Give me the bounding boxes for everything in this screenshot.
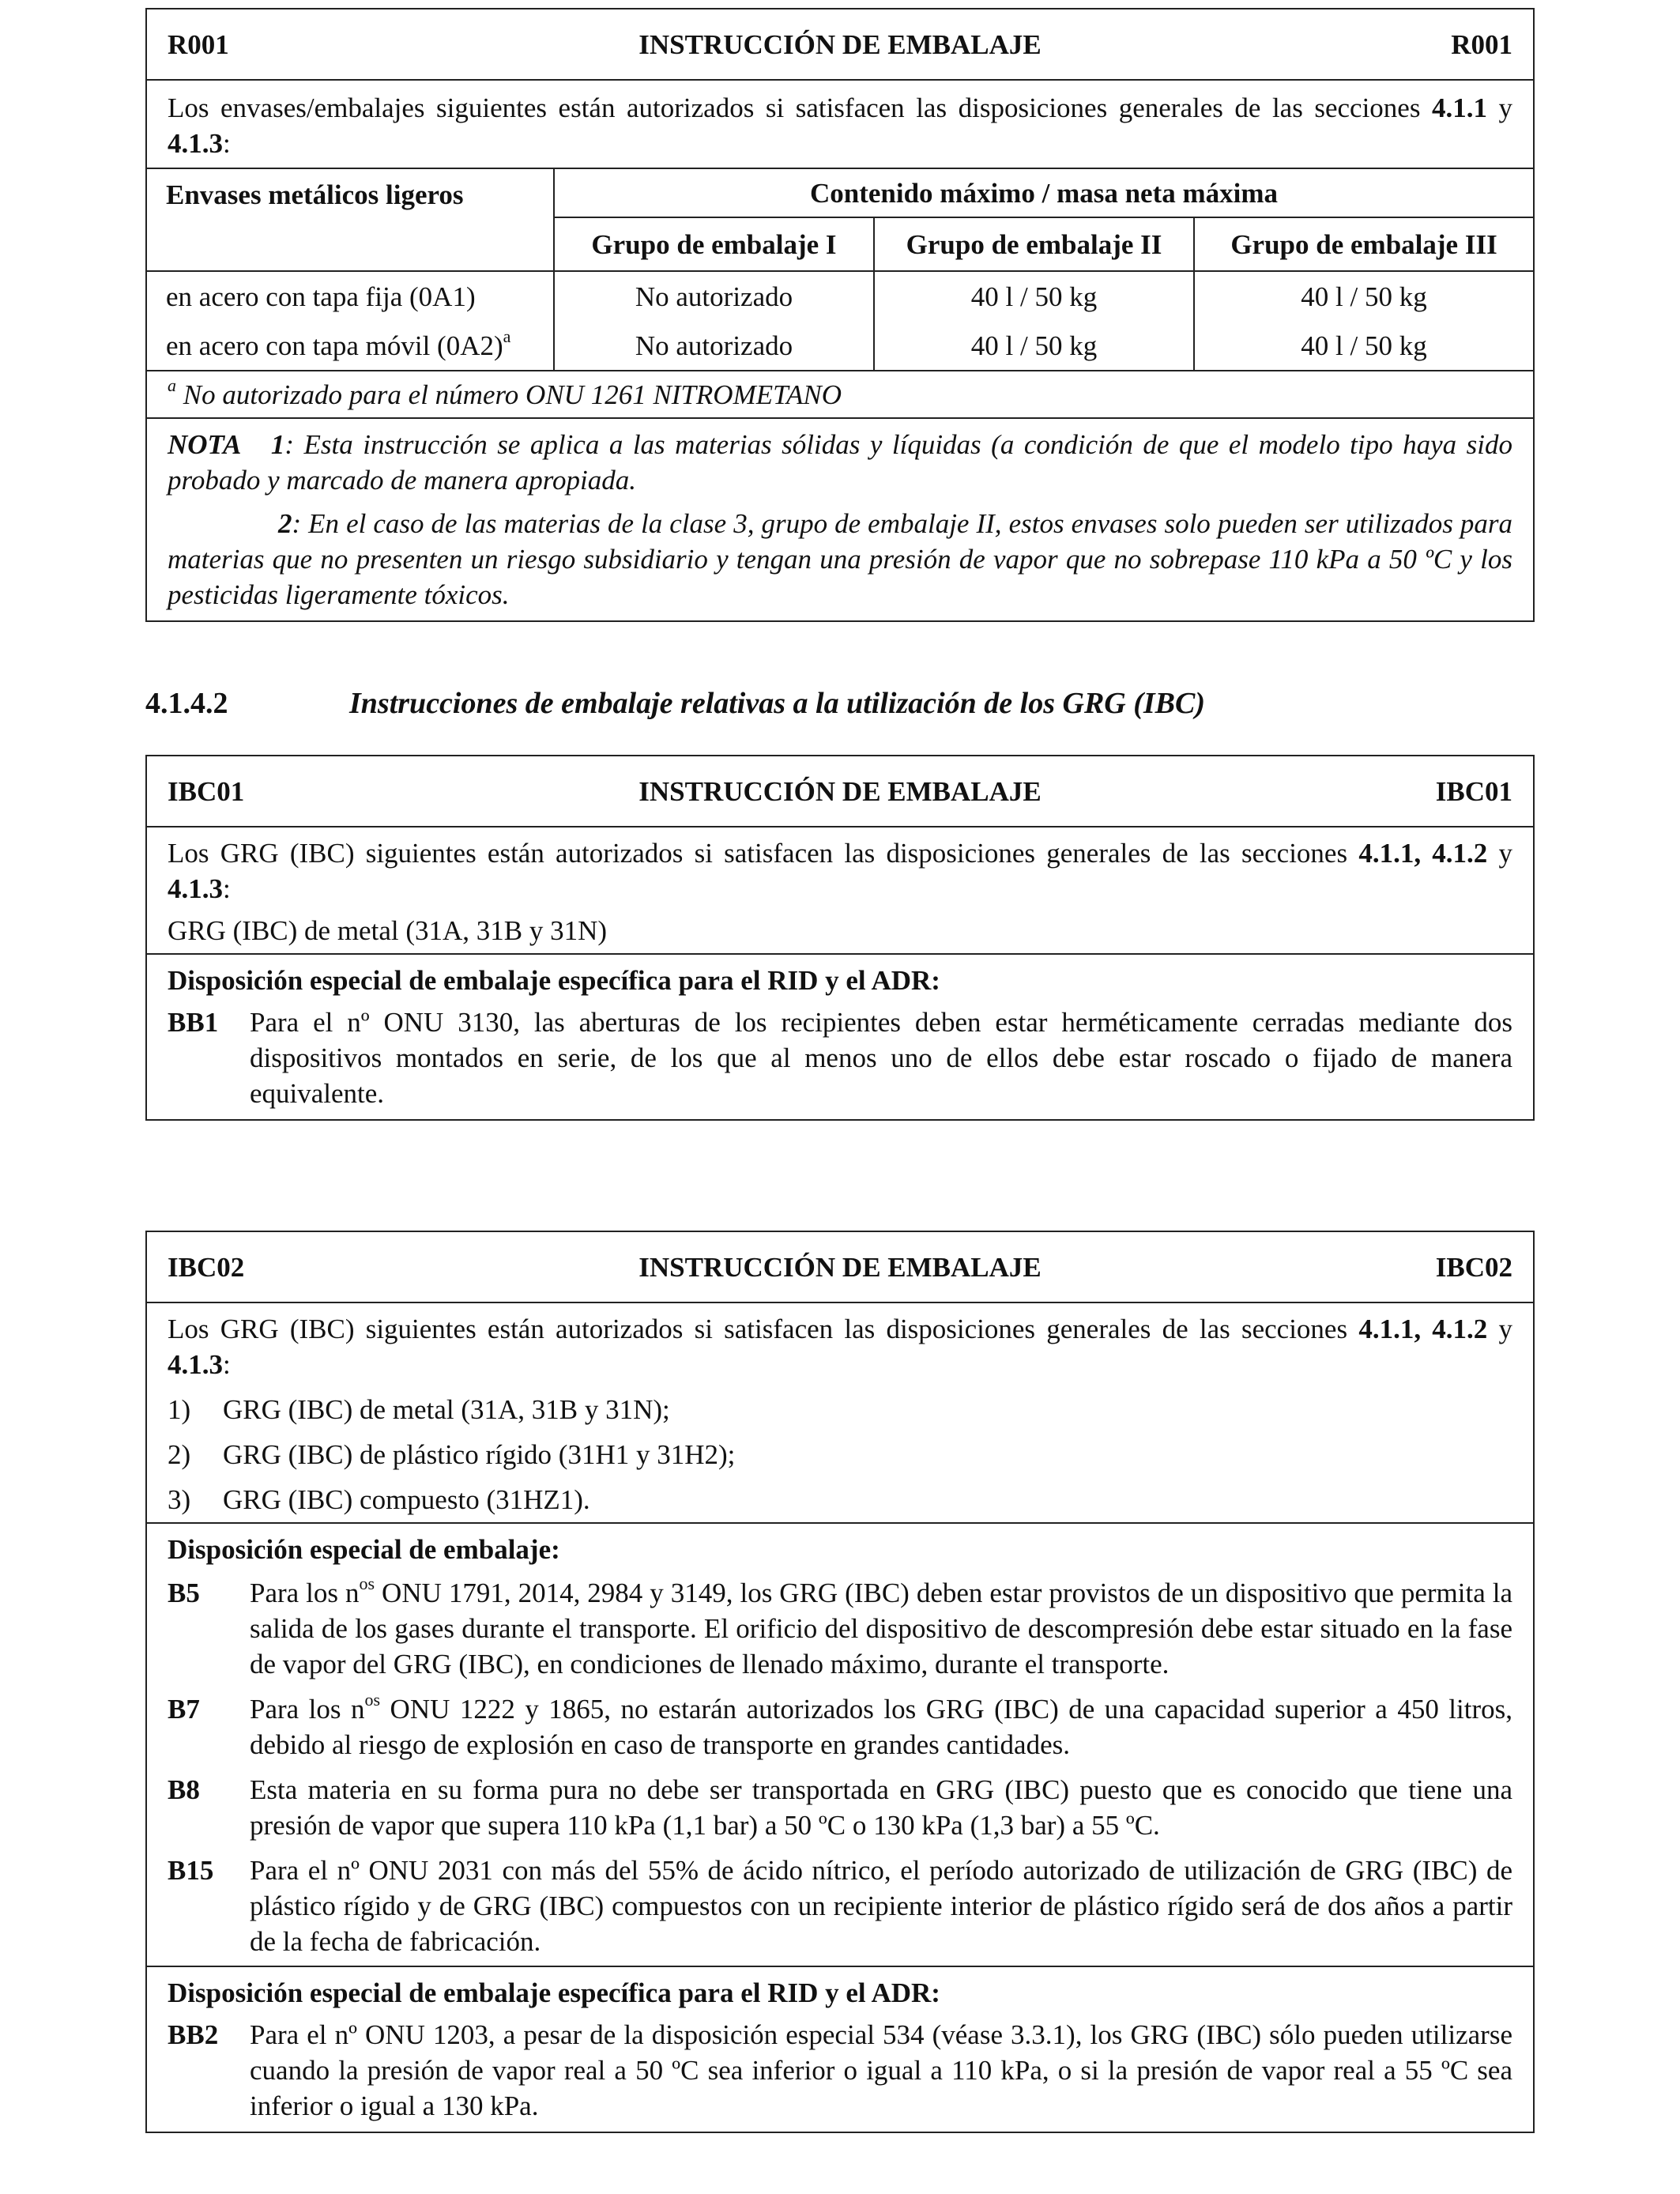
table-span-header: Contenido máximo / masa neta máxima [554, 169, 1533, 217]
provision-code: B5 [168, 1578, 200, 1608]
provision-code: B8 [168, 1774, 200, 1805]
r001-intro-colon: : [223, 128, 231, 159]
ibc01-title: INSTRUCCIÓN DE EMBALAJE [638, 775, 1042, 807]
table-cell: 40 l / 50 kg [874, 321, 1194, 370]
intro-ref: 4.1.3 [168, 873, 223, 904]
ibc02-code-right: IBC02 [1435, 1251, 1512, 1283]
section-title: Instrucciones de embalaje relativas a la utilización de los GRG (IBC) [349, 687, 1206, 720]
provision-text: Para los $n^{os}$ ONU 1791, 2014, 2984 y 3149, los GRG (IBC) deben estar provistos de un dispositivo que permita la salida de los gases durante el transporte. El orificio del dispositivo de descompresión debe estar situado en la fase de vapor del GRG (IBC), en condiciones de llenado máximo, durante el transporte. [250, 1574, 1512, 1679]
intro-ref: 4.1.2 [1432, 838, 1488, 869]
table-group-header: Grupo de embalaje III [1194, 217, 1533, 271]
note-text: : En el caso de las materias de la clase 3, grupo de embalaje II, estos envases solo pueden ser utilizados para materias que no presenten un riesgo subsidiario y tengan una presión de vapor que no sobrepase 110 kPa a 50 ºC y los pesticidas ligeramente tóxicos. [168, 508, 1512, 610]
r001-capacity-table-wrap [147, 169, 1533, 371]
section-heading [145, 686, 1205, 722]
provision-text: Para el nº ONU 2031 con más del 55% de ácido nítrico, el período autorizado de utilización de GRG (IBC) de plástico rígido y de GRG (IBC) compuestos con un recipiente interior de plástico rígido será de dos años a partir de la fecha de fabricación. [250, 1855, 1512, 1957]
r001-title: INSTRUCCIÓN DE EMBALAJE [638, 28, 1042, 60]
table-row-label: en acero con tapa fija (0A1) [147, 271, 554, 321]
ibc01-intro [147, 827, 1533, 955]
table-group-header: Grupo de embalaje II [874, 217, 1194, 271]
footnote-text: No autorizado para el número ONU 1261 NITROMETANO [176, 379, 842, 410]
note-2 [168, 506, 1512, 613]
ibc02-instruction-box [145, 1231, 1535, 2133]
provision-item [168, 1772, 1512, 1843]
provision-item [168, 1005, 1512, 1111]
note-1 [168, 427, 1512, 498]
r001-intro-text: Los envases/embalajes siguientes están autorizados si satisfacen las disposiciones generales de las secciones [168, 92, 1432, 123]
table-cell: 40 l / 50 kg [1194, 271, 1533, 321]
provision-text: Para los $n^{os}$ ONU 1222 y 1865, no estarán autorizados los GRG (IBC) de una capacidad superior a 450 litros, debido al riesgo de explosión en caso de transporte en grandes cantidades. [250, 1690, 1512, 1760]
intro-colon: : [223, 873, 231, 904]
ibc01-header [147, 756, 1533, 827]
table-cell: 40 l / 50 kg [1194, 321, 1533, 370]
special-heading: Disposición especial de embalaje específica para el RID y el ADR: [168, 965, 940, 996]
ibc02-special-provisions [147, 1524, 1533, 1967]
table-cell: No autorizado [554, 321, 874, 370]
ibc02-rid-adr-provisions [147, 1967, 1533, 2132]
table-group-header: Grupo de embalaje I [554, 217, 874, 271]
list-item: 3) GRG (IBC) compuesto (31HZ1). [168, 1484, 590, 1515]
provision-item [168, 1691, 1512, 1762]
provision-code: B7 [168, 1694, 200, 1725]
table-cell: 40 l / 50 kg [874, 271, 1194, 321]
provision-item [168, 1575, 1512, 1682]
r001-instruction-box [145, 8, 1535, 622]
r001-header [147, 9, 1533, 81]
provision-code: BB1 [168, 1007, 219, 1038]
ibc01-code-left: IBC01 [168, 775, 245, 807]
provision-text: Esta materia en su forma pura no debe ser transportada en GRG (IBC) puesto que es conocido que tiene una presión de vapor que supera 110 kPa (1,1 bar) a 50 ºC o 130 kPa (1,3 bar) a 55 ºC. [250, 1774, 1512, 1841]
intro-ref: 4.1.2 [1432, 1314, 1488, 1344]
ibc01-instruction-box [145, 755, 1535, 1121]
provision-item [168, 1853, 1512, 1959]
note-label: NOTA [168, 429, 242, 460]
intro-ref: 4.1.3 [168, 1349, 223, 1380]
list-item: 1) GRG (IBC) de metal (31A, 31B y 31N); [168, 1394, 670, 1425]
ibc02-intro [147, 1303, 1533, 1524]
note-number: 2 [278, 508, 292, 539]
list-item: 2) GRG (IBC) de plástico rígido (31H1 y 31H2); [168, 1439, 736, 1470]
ibc02-code-left: IBC02 [168, 1251, 245, 1283]
special-heading: Disposición especial de embalaje: [168, 1534, 560, 1565]
intro-text: Los GRG (IBC) siguientes están autorizados si satisfacen las disposiciones generales de las secciones [168, 1314, 1359, 1344]
r001-intro [147, 81, 1533, 169]
footnote-mark: a [168, 375, 176, 395]
intro-and: y [1487, 838, 1512, 869]
r001-intro-ref2: 4.1.3 [168, 128, 223, 159]
ibc01-code-right: IBC01 [1435, 775, 1512, 807]
provision-text: Para el nº ONU 3130, las aberturas de los recipientes deben estar herméticamente cerradas mediante dos dispositivos montados en serie, de los que al menos uno de ellos debe estar roscado o fijado de manera equivalente. [250, 1007, 1512, 1109]
r001-footnote [147, 371, 1533, 419]
r001-notes [147, 419, 1533, 620]
special-heading: Disposición especial de embalaje específica para el RID y el ADR: [168, 1977, 940, 2008]
r001-capacity-table [147, 169, 1533, 370]
intro-text: Los GRG (IBC) siguientes están autorizados si satisfacen las disposiciones generales de las secciones [168, 838, 1359, 869]
r001-intro-ref1: 4.1.1 [1431, 92, 1487, 123]
provision-code: BB2 [168, 2019, 219, 2050]
r001-code-left: R001 [168, 28, 229, 60]
footnote-ref: a [503, 326, 511, 346]
intro-and: y [1487, 1314, 1512, 1344]
r001-code-right: R001 [1451, 28, 1512, 60]
intro-colon: : [223, 1349, 231, 1380]
table-cell: No autorizado [554, 271, 874, 321]
ibc02-title: INSTRUCCIÓN DE EMBALAJE [638, 1251, 1042, 1283]
ibc01-special-provisions [147, 955, 1533, 1119]
provision-text: Para el nº ONU 1203, a pesar de la disposición especial 534 (véase 3.3.1), los GRG (IBC) sólo pueden utilizarse cuando la presión de vapor real a 50 ºC sea inferior o igual a 110 kPa, o si la presión de vapor real a 55 ºC sea inferior o igual a 130 kPa. [250, 2019, 1512, 2121]
table-row-label: en acero con tapa móvil $(0A2)^a$ [166, 326, 511, 361]
intro-ref: 4.1.1, [1358, 838, 1422, 869]
note-number: 1 [270, 429, 285, 460]
ibc01-item: GRG (IBC) de metal (31A, 31B y 31N) [168, 915, 608, 946]
intro-ref: 4.1.1, [1358, 1314, 1422, 1344]
note-text: : Esta instrucción se aplica a las materias sólidas y líquidas (a condición de que el modelo tipo haya sido probado y marcado de manera apropiada. [168, 429, 1513, 496]
ibc02-header [147, 1232, 1533, 1303]
table-col0-header: Envases metálicos ligeros [166, 179, 464, 210]
section-number: 4.1.4.2 [145, 687, 228, 720]
provision-item [168, 2017, 1512, 2124]
provision-code: B15 [168, 1855, 214, 1886]
r001-intro-and: y [1486, 92, 1513, 123]
